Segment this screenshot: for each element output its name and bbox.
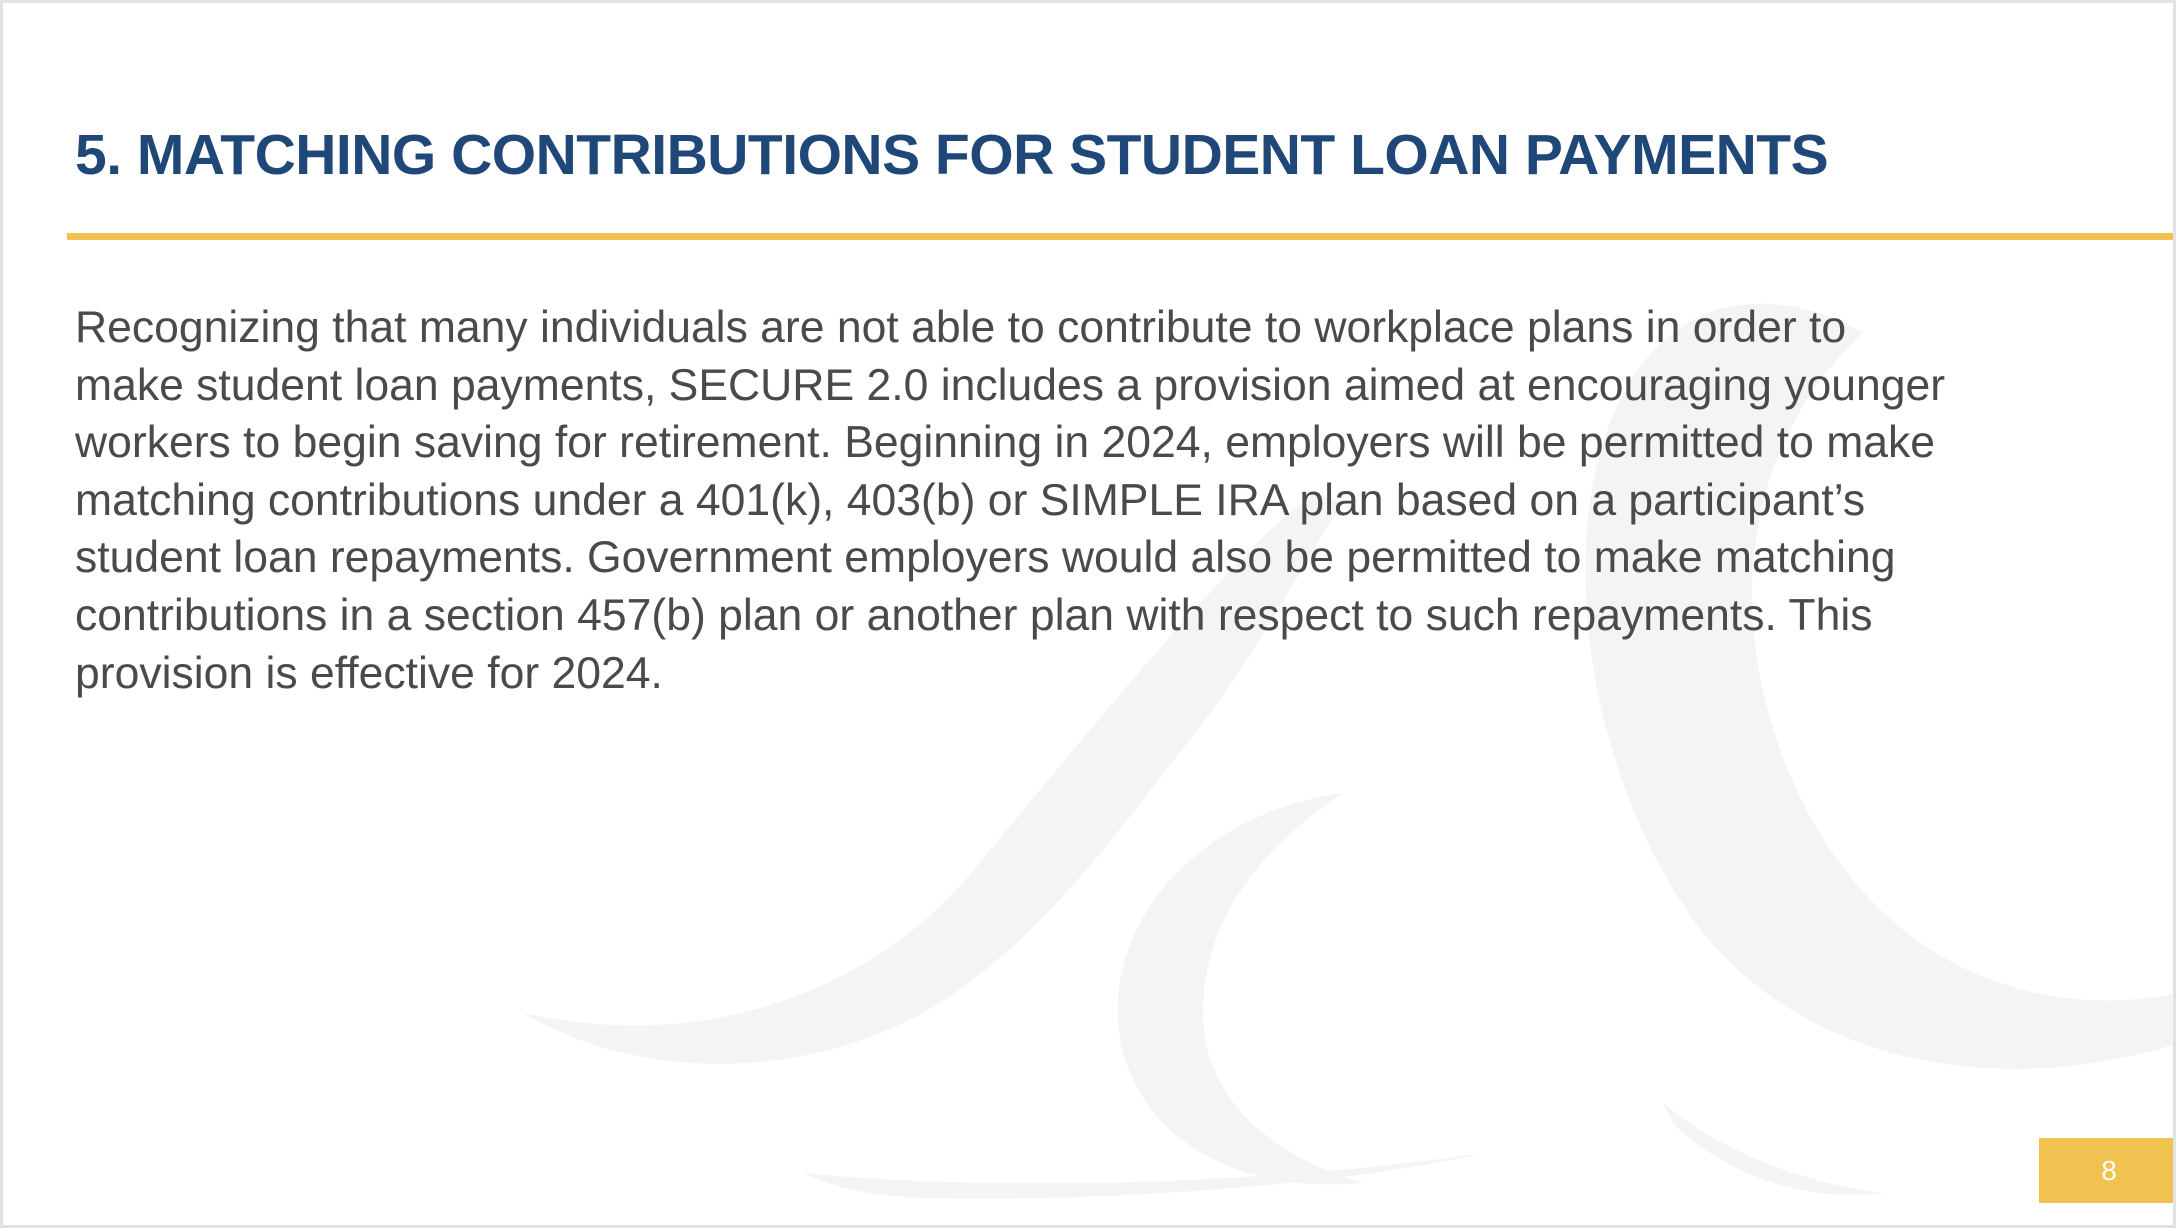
body-line: workers to begin saving for retirement. Beginning in 2024, employers will be permitted to make	[75, 418, 1936, 468]
page-number: 8	[2101, 1154, 2117, 1186]
body-line: contributions in a section 457(b) plan or another plan with respect to such repayments. This	[75, 590, 1873, 640]
body-line: student loan repayments. Government employers would also be permitted to make matching	[75, 533, 1896, 583]
body-line: make student loan payments, SECURE 2.0 includes a provision aimed at encouraging younger	[75, 360, 1946, 410]
body-line: provision is effective for 2024.	[75, 648, 663, 698]
body-line: matching contributions under a 401(k), 403(b) or SIMPLE IRA plan based on a participant’s	[75, 475, 1866, 525]
page-number-badge	[2039, 1138, 2176, 1203]
body-line: Recognizing that many individuals are not able to contribute to workplace plans in order to	[75, 303, 1847, 352]
title-divider	[67, 233, 2176, 240]
body-paragraph	[75, 299, 2115, 702]
slide-title: 5. MATCHING CONTRIBUTIONS FOR STUDENT LOAN PAYMENTS	[75, 123, 1829, 187]
